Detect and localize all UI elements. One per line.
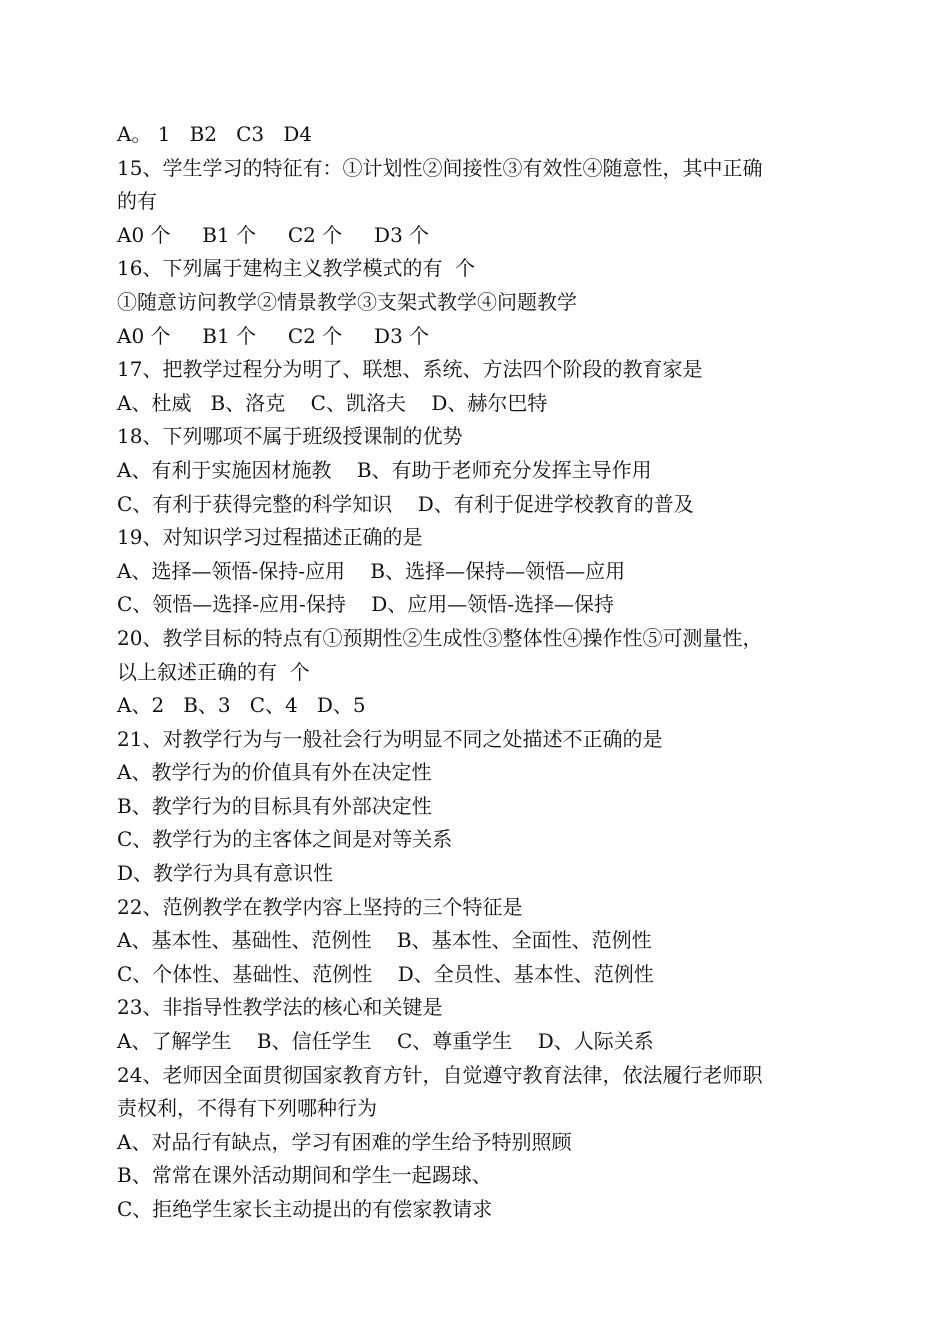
question-24: 24、老师因全面贯彻国家教育方针，自觉遵守教育法律，依法履行老师职 [117, 1062, 763, 1087]
question-18: 18、下列哪项不属于班级授课制的优势 [117, 424, 463, 449]
option-a: A、教学行为的价值具有外在决定性 [117, 760, 432, 785]
question-23: 23、非指导性教学法的核心和关键是 [117, 995, 443, 1020]
question-19: 19、对知识学习过程描述正确的是 [117, 525, 423, 550]
options-line: A、2 B、3 C、4 D、5 [117, 693, 366, 718]
options-line: A0 个 B1 个 C2 个 D3 个 [117, 222, 430, 247]
text-line: ①随意访问教学②情景教学③支架式教学④问题教学 [117, 289, 577, 314]
question-21: 21、对教学行为与一般社会行为明显不同之处描述不正确的是 [117, 726, 663, 751]
document-page [117, 118, 837, 1227]
options-line: A、基本性、基础性、范例性 B、基本性、全面性、范例性 [117, 928, 652, 953]
option-d: D、教学行为具有意识性 [117, 861, 334, 886]
options-line: C、个体性、基础性、范例性 D、全员性、基本性、范例性 [117, 961, 654, 986]
question-17: 17、把教学过程分为明了、联想、系统、方法四个阶段的教育家是 [117, 357, 703, 382]
option-c: C、拒绝学生家长主动提出的有偿家教请求 [117, 1197, 493, 1221]
options-line: A、杜威 B、洛克 C、凯洛夫 D、赫尔巴特 [117, 390, 548, 415]
question-22: 22、范例教学在教学内容上坚持的三个特征是 [117, 894, 523, 919]
options-line: C、有利于获得完整的科学知识 D、有利于促进学校教育的普及 [117, 491, 694, 516]
question-16: 16、下列属于建构主义教学模式的有 个 [117, 256, 476, 281]
options-line: A、选择—领悟-保持-应用 B、选择—保持—领悟—应用 [117, 558, 626, 583]
text-line: 责权利，不得有下列哪种行为 [117, 1096, 377, 1121]
text-line: 的有 [117, 189, 157, 214]
options-line: C、领悟—选择-应用-保持 D、应用—领悟-选择—保持 [117, 592, 615, 617]
options-line: A、了解学生 B、信任学生 C、尊重学生 D、人际关系 [117, 1029, 654, 1054]
option-a: A、对品行有缺点，学习有困难的学生给予特别照顾 [117, 1129, 572, 1154]
text-line: A。 1 B2 C3 D4 [117, 122, 312, 146]
options-line: A、有利于实施因材施教 B、有助于老师充分发挥主导作用 [117, 457, 652, 482]
option-b: B、常常在课外活动期间和学生一起踢球、 [117, 1163, 492, 1188]
options-line: A0 个 B1 个 C2 个 D3 个 [117, 323, 430, 348]
question-20: 20、教学目标的特点有①预期性②生成性③整体性④操作性⑤可测量性， [117, 625, 763, 650]
text-line: 以上叙述正确的有 个 [117, 659, 310, 684]
option-c: C、教学行为的主客体之间是对等关系 [117, 827, 453, 852]
question-15: 15、学生学习的特征有：①计划性②间接性③有效性④随意性，其中正确 [117, 155, 763, 180]
option-b: B、教学行为的目标具有外部决定性 [117, 793, 432, 818]
